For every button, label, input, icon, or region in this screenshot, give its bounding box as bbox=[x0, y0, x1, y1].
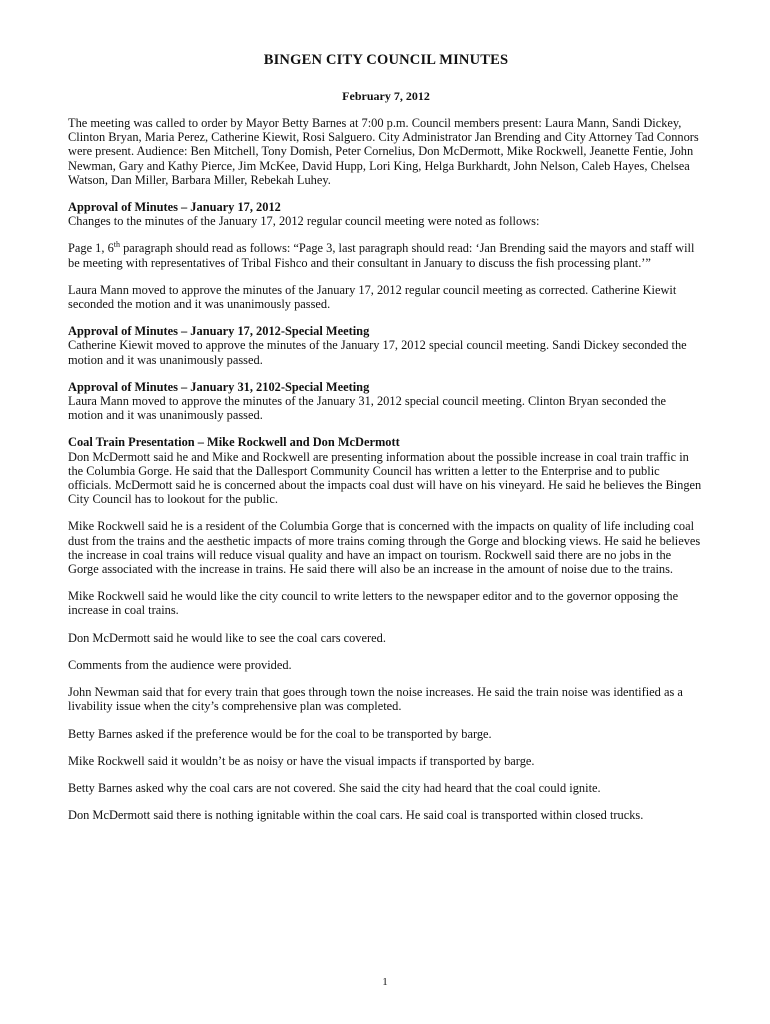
section-coal-train bbox=[68, 435, 704, 506]
section-heading: Approval of Minutes – January 31, 2102-Special Meeting bbox=[68, 379, 370, 394]
paragraph: Don McDermott said he would like to see the coal cars covered. bbox=[68, 630, 386, 645]
intro-paragraph: The meeting was called to order by Mayor Betty Barnes at 7:00 p.m. Council members present: Laura Mann, Sandi Dickey, Clinton Bryan, Maria Perez, Catherine Kiewit, Rosi Salguero. City Administrator Jan Brending and City Attorney Tad Connors were present. Audience: Ben Mitchell, Tony Domish, Peter Cornelius, Don McDermott, Mike Rockwell, Jeanette Fentie, John Newman, Gary and Kathy Pierce, Jim McKee, David Hupp, Lori King, Helga Burkhardt, John Nelson, Caleb Hayes, Chelsea Watson, Dan Miller, Barbara Miller, Rebekah Luhey. bbox=[68, 116, 699, 187]
paragraph: Comments from the audience were provided. bbox=[68, 657, 292, 672]
section-approval-jan31-special bbox=[68, 380, 704, 423]
paragraph: Don McDermott said there is nothing ignitable within the coal cars. He said coal is transported within closed trucks. bbox=[68, 808, 644, 823]
meeting-date: February 7, 2012 bbox=[342, 89, 430, 103]
ordinal-suffix: th bbox=[113, 240, 121, 250]
motion-paragraph: Laura Mann moved to approve the minutes of the January 17, 2012 regular council meeting as corrected. Catherine Kiewit seconded the motion and it was unanimously passed. bbox=[68, 282, 677, 312]
section-heading: Approval of Minutes – January 17, 2012-Special Meeting bbox=[68, 324, 370, 339]
section-heading: Coal Train Presentation – Mike Rockwell and Don McDermott bbox=[68, 435, 400, 450]
paragraph: Mike Rockwell said he is a resident of the Columbia Gorge that is concerned with the impacts on quality of life including coal dust from the trains and the aesthetic impacts of more trains coming through the Gorge and blocking views. He said he believes the increase in coal trains will reduce visual quality and have an impact on tourism. Rockwell said there are no jobs in the Gorge associated with the increase in trains. He said there will also be an increase in the amount of noise due to the trains. bbox=[68, 519, 701, 577]
section-heading: Approval of Minutes – January 17, 2012 bbox=[68, 200, 281, 215]
section-text: Catherine Kiewit moved to approve the minutes of the January 17, 2012 special council meeting. Sandi Dickey seconded the motion and it was unanimously passed. bbox=[68, 338, 687, 367]
section-approval-jan17 bbox=[68, 200, 704, 228]
paragraph: Mike Rockwell said he would like the city council to write letters to the newspaper editor and to the governor opposing the increase in coal trains. bbox=[68, 589, 679, 618]
correction-prefix: Page 1, 6 bbox=[68, 241, 114, 256]
document-title: BINGEN CITY COUNCIL MINUTES bbox=[263, 52, 509, 68]
section-text: Don McDermott said he and Mike and Rockwell are presenting information about the possible increase in coal train traffic in the Columbia Gorge. He said that the Dallesport Community Council has written a letter to the Enterprise and to public officials. McDermott said he is concerned about the impacts coal dust will have on his vineyard. He said he believes the Bingen City Council has to lookout for the public. bbox=[68, 449, 702, 507]
section-text: Changes to the minutes of the January 17, 2012 regular council meeting were noted as follows: bbox=[68, 214, 540, 229]
paragraph: Betty Barnes asked why the coal cars are not covered. She said the city had heard that the coal could ignite. bbox=[68, 780, 601, 795]
section-text: Laura Mann moved to approve the minutes of the January 31, 2012 special council meeting. Clinton Bryan seconded the motion and it was unanimously passed. bbox=[68, 394, 667, 423]
correction-paragraph bbox=[68, 241, 704, 269]
page-number: 1 bbox=[382, 976, 388, 988]
paragraph: Mike Rockwell said it wouldn’t be as noisy or have the visual impacts if transported by barge. bbox=[68, 753, 535, 768]
paragraph: Betty Barnes asked if the preference would be for the coal to be transported by barge. bbox=[68, 726, 492, 741]
section-approval-jan17-special bbox=[68, 324, 704, 367]
correction-text: paragraph should read as follows: “Page 3, last paragraph should read: ‘Jan Brending said the mayors and staff will be meeting with representatives of Tribal Fishco and their consultant in January to discuss the fish processing plant.’” bbox=[68, 241, 695, 270]
document-page bbox=[68, 52, 704, 835]
paragraph: John Newman said that for every train that goes through town the noise increases. He said the train noise was identified as a livability issue when the city’s comprehensive plan was completed. bbox=[68, 685, 683, 714]
